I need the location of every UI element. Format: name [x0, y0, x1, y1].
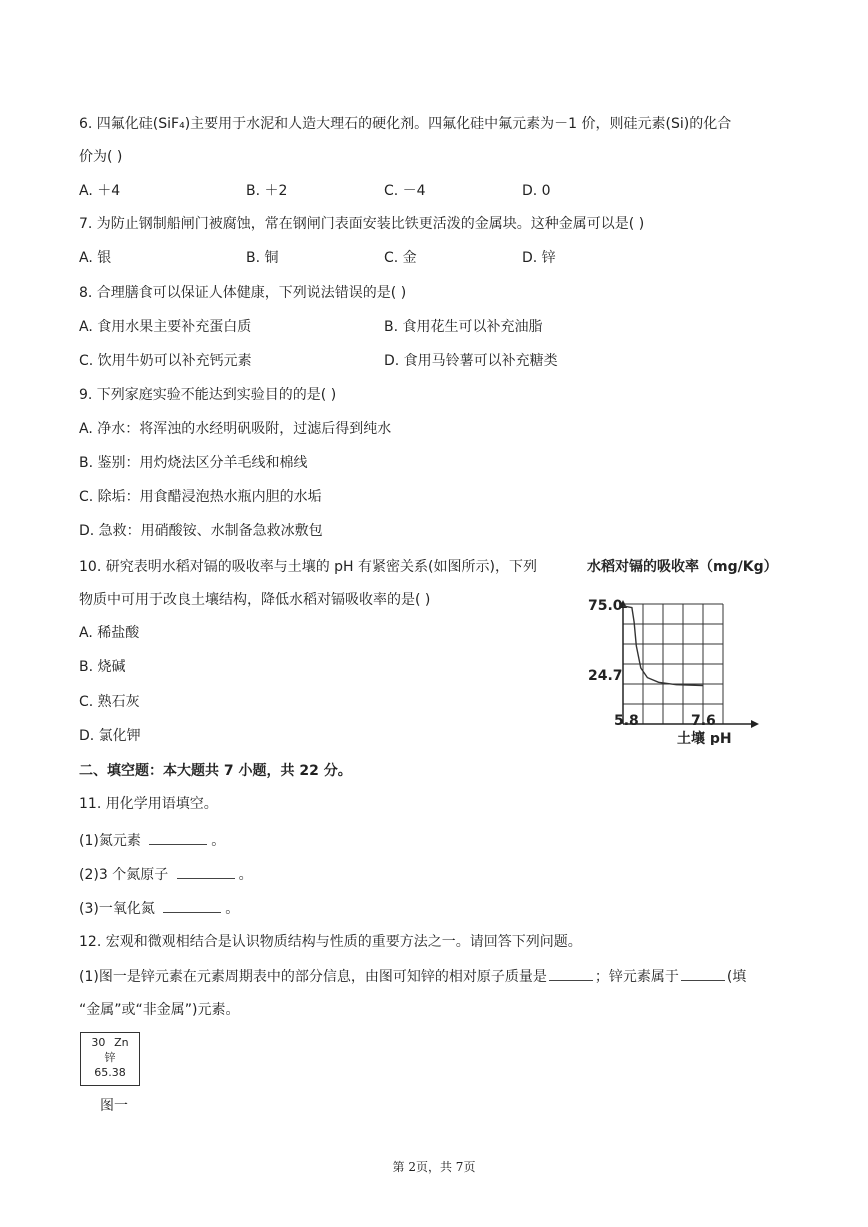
x-axis-arrow	[751, 720, 759, 728]
q11-stem: 11. 用化学用语填空。	[79, 796, 218, 812]
q11-part-1-blank[interactable]	[149, 830, 207, 845]
zinc-element-tile	[80, 1032, 140, 1086]
q11-part-3-end: 。	[225, 901, 240, 917]
q9-option-a: A. 净水：将浑浊的水经明矾吸附，过滤后得到纯水	[79, 421, 392, 437]
q7-stem: 7. 为防止钢制船闸门被腐蚀，常在钢闸门表面安装比铁更活泼的金属块。这种金属可以是( )	[79, 216, 645, 232]
q10-option-c: C. 熟石灰	[79, 694, 140, 710]
q8-option-d: D. 食用马铃薯可以补充糖类	[384, 353, 558, 369]
atomic-number: 30	[91, 1036, 106, 1049]
q8-stem: 8. 合理膳食可以保证人体健康，下列说法错误的是( )	[79, 285, 407, 301]
q11-part-3	[79, 898, 239, 919]
y-tick-label-24-7: 24.7	[588, 668, 623, 684]
q12-type-blank[interactable]	[681, 966, 725, 981]
section-heading: 二、填空题：本大题共 7 小题，共 22 分。	[79, 763, 352, 779]
q11-part-2	[79, 864, 253, 885]
q6-option-a: A. ＋4	[79, 183, 121, 199]
q10-stem: 10. 研究表明水稻对镉的吸收率与土壤的 pH 有紧密关系(如图所示)，下列	[79, 559, 537, 575]
q7-option-a: A. 银	[79, 250, 112, 266]
q12-mass-blank[interactable]	[549, 966, 593, 981]
q6-option-c: C. －4	[384, 183, 426, 199]
q7-option-b: B. 铜	[246, 250, 279, 266]
q8-option-b: B. 食用花生可以补充油脂	[384, 319, 543, 335]
q12-part-1-text-c: (填	[726, 969, 747, 985]
q11-part-2-blank[interactable]	[177, 864, 235, 879]
q9-option-b: B. 鉴别：用灼烧法区分羊毛线和棉线	[79, 455, 308, 471]
q10-option-a: A. 稀盐酸	[79, 625, 140, 641]
chart-title: 水稻对镉的吸收率（mg/Kg）	[587, 559, 778, 575]
q8-option-c: C. 饮用牛奶可以补充钙元素	[79, 353, 252, 369]
q8-option-a: A. 食用水果主要补充蛋白质	[79, 319, 252, 335]
q6-option-b: B. ＋2	[246, 183, 288, 199]
q10-stem-cont: 物质中可用于改良土壤结构，降低水稻对镉吸收率的是( )	[79, 592, 431, 608]
q11-part-2-end: 。	[238, 867, 253, 883]
x-tick-label-5-8: 5.8	[614, 713, 639, 729]
x-tick-label-7-6: 7.6	[691, 713, 716, 729]
x-axis-label: 土壤 pH	[677, 731, 732, 745]
q12-part-1-text-b: ；锌元素属于	[594, 969, 679, 985]
page-footer: 第 2页，共 7页	[392, 1160, 476, 1174]
element-name: 锌	[104, 1051, 116, 1064]
q9-option-d: D. 急救：用硝酸铵、水制备急救冰敷包	[79, 523, 323, 539]
cadmium-absorption-chart	[585, 550, 800, 745]
q12-part-1	[79, 966, 746, 987]
q12-stem: 12. 宏观和微观相结合是认识物质结构与性质的重要方法之一。请回答下列问题。	[79, 934, 582, 950]
q11-part-1-text: (1)氮元素	[79, 833, 141, 849]
q6-stem-cont: 价为( )	[79, 149, 123, 165]
chart-grid	[623, 604, 723, 724]
q11-part-3-blank[interactable]	[163, 898, 221, 913]
q11-part-1-end: 。	[211, 833, 226, 849]
q6-option-d: D. 0	[522, 183, 551, 199]
q9-option-c: C. 除垢：用食醋浸泡热水瓶内胆的水垢	[79, 489, 322, 505]
q6-stem: 6. 四氟化硅(SiF₄)主要用于水泥和人造大理石的硬化剂。四氟化硅中氟元素为－1 价，则硅元素(Si)的化合	[79, 116, 732, 132]
q7-option-d: D. 锌	[522, 250, 556, 266]
figure-caption: 图一	[100, 1098, 128, 1114]
q10-option-d: D. 氯化钾	[79, 728, 141, 744]
element-symbol: Zn	[114, 1036, 129, 1049]
q12-part-1-text-a: (1)图一是锌元素在元素周期表中的部分信息，由图可知锌的相对原子质量是	[79, 969, 547, 985]
q11-part-2-text: (2)3 个氮原子	[79, 867, 169, 883]
atomic-mass: 65.38	[94, 1066, 126, 1079]
y-tick-label-75: 75.0	[588, 598, 623, 614]
q12-part-1-cont: “金属”或“非金属”)元素。	[79, 1002, 240, 1018]
q11-part-1	[79, 830, 225, 851]
q7-option-c: C. 金	[384, 250, 417, 266]
q10-option-b: B. 烧碱	[79, 659, 126, 675]
q11-part-3-text: (3)一氧化氮	[79, 901, 155, 917]
q9-stem: 9. 下列家庭实验不能达到实验目的的是( )	[79, 387, 337, 403]
